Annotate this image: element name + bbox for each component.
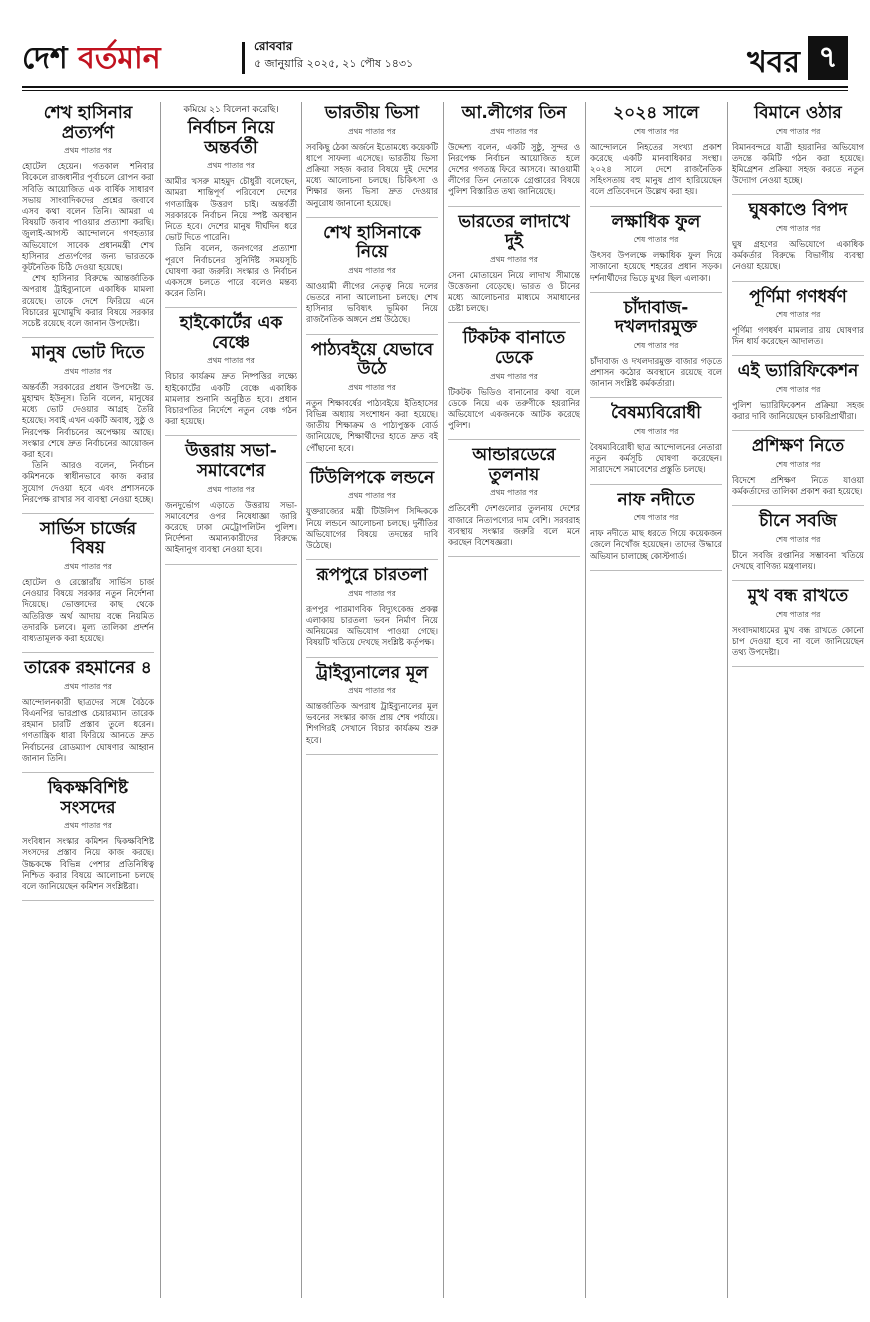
article-separator: [590, 484, 722, 485]
article-separator: [732, 355, 864, 356]
article-separator: [732, 281, 864, 282]
article: [448, 446, 580, 548]
article: [306, 224, 438, 326]
article-headline: বিমানে ওঠার: [754, 103, 842, 123]
article-paragraph: শেখ হাসিনার বিরুদ্ধে আন্তর্জাতিক অপরাধ ট্রাইব্যুনালে একাধিক মামলা রয়েছে। তাকে দেশে ফিরিয়ে এনে বিচারের মুখোমুখি করার বিষয়ে সরকার সচেষ্ট রয়েছে বলে জানান উপদেষ্টা।: [22, 273, 154, 328]
brand-prefix: দেশ: [22, 41, 68, 76]
masthead-rule-thin: [22, 90, 848, 91]
article-paragraph: হোটেল হেয়েন। গতকাল শনিবার বিকেলে রাজধানীর পূর্বাচলে রোপন করা সবিতি আয়োজিত এক বার্ষিক সাধারণ সভায় সাংবাদিকদের প্রশ্নের জবাবে এসব কথা বলেন তিনি। আমরা এ বিষয়টি জবাব পাওয়ার প্রত্যাশা করছি। জুলাই-আগস্ট আন্দোলনে গণহত্যার অভিযোগে সাবেক প্রধানমন্ত্রী শেখ হাসিনার প্রত্যর্পণের জন্য ভারতকে কূটনৈতিক চিঠি দেওয়া হয়েছে।: [22, 161, 154, 272]
article: [590, 404, 722, 475]
article-paragraph: রূপপুর পারমাণবিক বিদ্যুৎকেন্দ্র প্রকল্প এলাকায় চারতলা ভবন নির্মাণ নিয়ে অনিয়মের অভিযোগ পাওয়া গেছে। বিষয়টি খতিয়ে দেখছে সংশ্লিষ্ট কর্তৃপক্ষ।: [306, 603, 438, 648]
article-byline: প্রথম পাতার পর: [348, 491, 396, 501]
article-paragraph: পূর্ণিমা গণধর্ষণ মামলার রায় ঘোষণার দিন ধার্য করেছেন আদালত।: [732, 325, 864, 347]
article-separator: [22, 337, 154, 338]
article-separator: [732, 580, 864, 581]
article-byline: প্রথম পাতার পর: [490, 126, 538, 136]
article-paragraph: তিনি আরও বলেন, নির্বাচন কমিশনকে স্বাধীনভাবে কাজ করার সুযোগ দেওয়া হবে এবং প্রশাসনকে নিরপেক্ষ রাখার সব ব্যবস্থা নেওয়া হচ্ছে।: [22, 460, 154, 504]
article-byline: শেষ পাতার পর: [775, 459, 821, 469]
section-title: খবর: [747, 45, 800, 80]
article-headline: তারেক রহমানের ৪: [24, 658, 152, 679]
article: [732, 201, 864, 272]
article-headline: নির্বাচন নিয়ে অন্তর্বর্তী: [187, 118, 275, 158]
article-headline: সার্ভিস চার্জের বিষয়: [39, 518, 137, 559]
article: [22, 520, 154, 644]
article-separator: [590, 397, 722, 398]
column-divider: [301, 102, 302, 1298]
article-separator: [732, 194, 864, 195]
article-headline: মুখ বন্ধ রাখতে: [747, 586, 849, 607]
issue-info: [254, 38, 413, 72]
article-byline: শেষ পাতার পর: [775, 126, 821, 136]
article: [448, 329, 580, 431]
article: [306, 341, 438, 454]
article-headline: পাঠ্যবইয়ে যেভাবে উঠে: [310, 339, 434, 380]
article-separator: [732, 505, 864, 506]
article: [448, 104, 580, 198]
article: [22, 659, 154, 764]
issue-date: ৫ জানুয়ারি ২০২৫, ২১ পৌষ ১৪৩১: [254, 57, 414, 70]
article: [590, 299, 722, 390]
article-separator: [22, 513, 154, 514]
article-paragraph: সেনা মোতায়েন নিয়ে লাদাখ সীমান্তে উত্তেজনা বেড়েছে। ভারত ও চীনের মধ্যে আলোচনার মাধ্যমে সমাধানের চেষ্টা চলছে।: [448, 269, 580, 314]
article-headline: শেখ হাসিনাকে নিয়ে: [323, 222, 421, 263]
article-headline: পূর্ণিমা গণধর্ষণ: [749, 286, 847, 307]
article-paragraph: হোটেল ও রেস্তোরাঁয় সার্ভিস চার্জ নেওয়ার বিষয়ে সরকার নতুন নির্দেশনা দিয়েছে। ভোক্তাদের কাছ থেকে অতিরিক্ত অর্থ আদায় বন্ধে নিয়মিত তদারকি চলবে। মূল্য তালিকা প্রদর্শন বাধ্যতামূলক করা হয়েছে।: [22, 577, 154, 644]
article: [22, 779, 154, 892]
article: [732, 288, 864, 348]
article-separator: [732, 666, 864, 667]
article-separator: [165, 307, 297, 308]
article-paragraph: পুলিশ ভ্যারিফিকেশন প্রক্রিয়া সহজ করার দাবি জানিয়েছেন চাকরিপ্রার্থীরা।: [732, 400, 864, 422]
news-column: [448, 102, 580, 1298]
article-paragraph: আওয়ামী লীগের নেতৃত্ব নিয়ে দলের ভেতরে নানা আলোচনা চলছে। শেখ হাসিনার ভবিষ্যৎ ভূমিকা নিয়ে রাজনৈতিক অঙ্গনে প্রশ্ন উঠেছে।: [306, 280, 438, 325]
article: [448, 213, 580, 315]
article-byline: প্রথম পাতার পর: [207, 356, 255, 366]
article-headline: আ.লীগের তিন: [461, 103, 567, 123]
article-paragraph: বিচার কার্যক্রম দ্রুত নিষ্পত্তির লক্ষ্যে হাইকোর্টের একটি বেঞ্চে একাধিক মামলার শুনানি অনুষ্ঠিত হবে। প্রধান বিচারপতির নির্দেশে নতুন বেঞ্চ গঠন করা হয়েছে।: [165, 371, 297, 427]
news-column: [732, 102, 864, 1298]
column-divider: [727, 102, 728, 1298]
article-paragraph: নাফ নদীতে মাছ ধরতে গিয়ে কয়েকজন জেলে নিখোঁজ হয়েছেন। তাদের উদ্ধারে অভিযান চালাচ্ছে কোস্টগার্ড।: [590, 528, 722, 561]
article-paragraph: টিকটক ভিডিও বানানোর কথা বলে ডেকে নিয়ে এক তরুণীকে হয়রানির অভিযোগে একজনকে আটক করেছে পুলিশ।: [448, 386, 580, 431]
article-separator: [732, 430, 864, 431]
article-headline: ভারতের লাদাখে দুই: [458, 211, 570, 252]
article: [732, 587, 864, 658]
article-paragraph: আন্দোলনকারী ছাত্রদের সঙ্গে বৈঠকে বিএনপির ভারপ্রাপ্ত চেয়ারম্যান তারেক রহমান চারটি প্রস্তাব তুলে ধরেন। গণতান্ত্রিক ধারা ফিরিয়ে আনতে দ্রুত নির্বাচনের রোডম্যাপ ঘোষণার আহ্বান জানান তিনি।: [22, 696, 154, 763]
article-byline: প্রথম পাতার পর: [490, 488, 538, 498]
news-column: [306, 102, 438, 1298]
article-byline: প্রথম পাতার পর: [207, 484, 255, 494]
article-separator: [448, 439, 580, 440]
article-paragraph: উদ্দেশ্য বলেন, একটি সুষ্ঠু, সুন্দর ও নিরপেক্ষ নির্বাচন আয়োজিত হলে দেশের গণতন্ত্র ফিরে আসবে। আওয়ামী লীগের তিন নেতাকে গ্রেপ্তারের বিষয়ে পুলিশ বিস্তারিত তথ্য জানিয়েছে।: [448, 141, 580, 197]
article-byline: প্রথম পাতার পর: [348, 382, 396, 392]
article-paragraph: বৈষম্যবিরোধী ছাত্র আন্দোলনের নেতারা নতুন কর্মসূচি ঘোষণা করেছেন। সারাদেশে সমাবেশের প্রস্তুতি চলছে।: [590, 441, 722, 475]
masthead: [22, 36, 848, 82]
article-byline: শেষ পাতার পর: [633, 126, 679, 136]
article-byline: শেষ পাতার পর: [633, 426, 679, 436]
article-headline: বৈষম্যবিরোধী: [611, 403, 701, 424]
article: [22, 104, 154, 329]
article-headline: মানুষ ভোট দিতে: [31, 343, 145, 364]
article-headline: হাইকোর্টের এক বেঞ্চে: [179, 313, 283, 353]
article-paragraph: আন্তর্জাতিক অপরাধ ট্রাইব্যুনালের মূল ভবনের সংস্কার কাজ প্রায় শেষ পর্যায়ে। শিগগিরই সেখানে বিচার কার্যক্রম শুরু হবে।: [306, 701, 438, 745]
article-paragraph: চীনে সবজি রপ্তানির সম্ভাবনা খতিয়ে দেখছে বাণিজ্য মন্ত্রণালয়।: [732, 549, 864, 572]
article-separator: [306, 754, 438, 755]
article-paragraph: জনদুর্ভোগ এড়াতে উত্তরায় সভা-সমাবেশের ওপর নিষেধাজ্ঞা জারি করেছে ঢাকা মেট্রোপলিটন পুলিশ। নির্দেশনা অমান্যকারীদের বিরুদ্ধে আইনানুগ ব্যবস্থা নেওয়া হবে।: [165, 499, 297, 555]
article-paragraph: ঘুষ গ্রহণের অভিযোগে একাধিক কর্মকর্তার বিরুদ্ধে বিভাগীয় ব্যবস্থা নেওয়া হয়েছে।: [732, 238, 864, 272]
article: [306, 566, 438, 648]
article-headline: নাফ নদীতে: [617, 489, 695, 510]
article-byline: প্রথম পাতার পর: [348, 588, 396, 598]
article-separator: [448, 556, 580, 557]
article-headline: টিউলিপকে লন্ডনে: [309, 467, 435, 488]
article-paragraph: আমীর খসরু মাহমুদ চৌধুরী বলেছেন, আমরা শান্তিপূর্ণ পরিবেশে দেশের গণতান্ত্রিক উত্তরণ চাই। অন্তর্বর্তী সরকারকে নির্বাচন নিয়ে স্পষ্ট অবস্থান নিতে হবে। দেশের মানুষ দীর্ঘদিন ধরে ভোট দিতে পারেনি।: [165, 176, 297, 243]
article-byline: শেষ পাতার পর: [633, 235, 679, 245]
article-byline: শেষ পাতার পর: [775, 223, 821, 233]
article: [590, 491, 722, 562]
article-headline: এই ভ্যারিফিকেশন: [737, 361, 859, 382]
article-headline: চাঁদাবাজ-দখলদারমুক্ত: [615, 297, 697, 338]
article-separator: [306, 657, 438, 658]
news-column: [22, 102, 154, 1298]
article: [22, 344, 154, 505]
article-paragraph: সবকিছু ঠেকা অর্জনে ইতোমধ্যে কয়েকটি ধাপে সাফল্য এসেছে। ভারতীয় ভিসা প্রক্রিয়া সহজ করার বিষয়ে দুই দেশের মধ্যে আলোচনা চলছে। চিকিৎসা ও শিক্ষার জন্য ভিসা দ্রুত দেওয়ার অনুরোধ জানানো হয়েছে।: [306, 141, 438, 208]
article-byline: শেষ পাতার পর: [633, 513, 679, 523]
article-separator: [448, 322, 580, 323]
article-separator: [306, 559, 438, 560]
article: [732, 437, 864, 497]
article-byline: শেষ পাতার পর: [775, 385, 821, 395]
article-separator: [165, 564, 297, 565]
article-paragraph: চাঁদাবাজ ও দখলদারমুক্ত বাজার গড়তে প্রশাসন কঠোর অবস্থানে রয়েছে বলে জানান সংশ্লিষ্ট কর্মকর্তারা।: [590, 355, 722, 389]
page-number: ৭: [808, 36, 848, 80]
article-headline: প্রশিক্ষণ নিতে: [751, 436, 845, 457]
article-byline: শেষ পাতার পর: [775, 609, 821, 619]
article: [732, 362, 864, 422]
masthead-divider: [242, 42, 245, 74]
article-headline: রূপপুরে চারতলা: [316, 565, 428, 586]
article-kicker: কমিয়ে ২১ বিলেনা করেছি।: [183, 105, 279, 115]
column-divider: [443, 102, 444, 1298]
issue-day: রোববার: [254, 39, 293, 53]
article-separator: [590, 206, 722, 207]
article-separator: [306, 462, 438, 463]
article-paragraph: যুক্তরাজ্যের মন্ত্রী টিউলিপ সিদ্দিককে নিয়ে লন্ডনে আলোচনা চলছে। দুর্নীতির অভিযোগের বিষয়ে তদন্তের দাবি উঠেছে।: [306, 506, 438, 550]
article-byline: প্রথম পাতার পর: [348, 126, 396, 136]
article-paragraph: বিমানবন্দরে যাত্রী হয়রানির অভিযোগ তদন্তে কমিটি গঠন করা হয়েছে। ইমিগ্রেশন প্রক্রিয়া সহজ করতে নতুন উদ্যোগ নেওয়া হচ্ছে।: [732, 141, 864, 186]
article: [590, 213, 722, 284]
article-byline: প্রথম পাতার পর: [64, 562, 112, 572]
newspaper-logo: [22, 34, 161, 85]
article: [590, 104, 722, 198]
article-separator: [22, 652, 154, 653]
article-headline: টিকটক বানাতে ডেকে: [462, 328, 566, 369]
article-separator: [306, 217, 438, 218]
article-paragraph: আন্দোলনে নিহতের সংখ্যা প্রকাশ করেছে একটি মানবাধিকার সংস্থা। ২০২৪ সালে দেশে রাজনৈতিক সহিংসতায় বহু মানুষ প্রাণ হারিয়েছেন বলে প্রতিবেদনে উল্লেখ করা হয়।: [590, 141, 722, 197]
article-byline: প্রথম পাতার পর: [64, 146, 112, 156]
article-paragraph: বিদেশে প্রশিক্ষণ নিতে যাওয়া কর্মকর্তাদের তালিকা প্রকাশ করা হয়েছে।: [732, 474, 864, 497]
article-headline: ট্রাইব্যুনালের মূল: [315, 662, 429, 683]
article-byline: প্রথম পাতার পর: [64, 821, 112, 831]
article-separator: [448, 206, 580, 207]
article-byline: প্রথম পাতার পর: [348, 686, 396, 696]
article: [732, 104, 864, 186]
article-paragraph: অন্তর্বর্তী সরকারের প্রধান উপদেষ্টা ড. মুহাম্মদ ইউনূস। তিনি বলেন, মানুষের মধ্যে ভোট দেওয়ার আগ্রহ তৈরি হয়েছে। সবাই এখন একটি অবাধ, সুষ্ঠু ও নিরপেক্ষ নির্বাচনের অপেক্ষায় আছে। সংস্কার শেষে দ্রুত নির্বাচনের আয়োজন করা হবে।: [22, 381, 154, 459]
article-byline: প্রথম পাতার পর: [64, 681, 112, 691]
article-byline: শেষ পাতার পর: [775, 534, 821, 544]
article-headline: ২০২৪ সালে: [613, 103, 699, 123]
article-headline: আন্ডারডেরে তুলনায়: [472, 445, 556, 485]
article-paragraph: নতুন শিক্ষাবর্ষের পাঠ্যবইয়ে ইতিহাসের বিভিন্ন অধ্যায় সংশোধন করা হয়েছে। জাতীয় শিক্ষাক্রম ও পাঠ্যপুস্তক বোর্ড জানিয়েছে, শিক্ষার্থীদের হাতে দ্রুত বই পৌঁছানো হবে।: [306, 397, 438, 453]
column-divider: [585, 102, 586, 1298]
article: [306, 104, 438, 209]
article-headline: চীনে সবজি: [759, 511, 837, 532]
article-separator: [165, 435, 297, 436]
article-separator: [590, 292, 722, 293]
article-headline: উত্তরায় সভা-সমাবেশের: [185, 441, 277, 481]
brand-main: বর্তমান: [78, 41, 161, 76]
article-byline: প্রথম পাতার পর: [64, 366, 112, 376]
article-byline: প্রথম পাতার পর: [348, 265, 396, 275]
article-headline: লক্ষাধিক ফুল: [611, 211, 701, 232]
article-paragraph: উৎসব উপলক্ষে লক্ষাধিক ফুল দিয়ে সাজানো হয়েছে শহরের প্রধান সড়ক। দর্শনার্থীদের ভিড়ে মুখর ছিল এলাকা।: [590, 250, 722, 283]
article-paragraph: সংবিধান সংস্কার কমিশন দ্বিকক্ষবিশিষ্ট সংসদের প্রস্তাব নিয়ে কাজ করছে। উচ্চকক্ষে বিভিন্ন পেশার প্রতিনিধিত্ব নিশ্চিত করার বিষয়ে আলোচনা চলছে বলে জানিয়েছেন কমিশন সংশ্লিষ্টরা।: [22, 836, 154, 891]
news-column: [590, 102, 722, 1298]
article-paragraph: প্রতিবেশী দেশগুলোর তুলনায় দেশের বাজারে নিত্যপণ্যের দাম বেশি। সরবরাহ ব্যবস্থায় সংস্কার জরুরি বলে মনে করছেন বিশেষজ্ঞরা।: [448, 503, 580, 548]
article-separator: [590, 570, 722, 571]
article-paragraph: তিনি বলেন, জনগণের প্রত্যাশা পূরণে নির্বাচনের সুনির্দিষ্ট সময়সূচি ঘোষণা করা জরুরি। সংস্কার ও নির্বাচন একসঙ্গে চলতে পারে বলেও মন্তব্য করেন তিনি।: [165, 243, 297, 299]
article-byline: শেষ পাতার পর: [633, 340, 679, 350]
article-separator: [306, 334, 438, 335]
article-separator: [22, 772, 154, 773]
article: [732, 512, 864, 572]
article-separator: [22, 900, 154, 901]
article-paragraph: সংবাদমাধ্যমের মুখ বন্ধ রাখতে কোনো চাপ দেওয়া হবে না বলে জানিয়েছেন তথ্য উপদেষ্টা।: [732, 624, 864, 658]
article-byline: শেষ পাতার পর: [775, 310, 821, 320]
article: [165, 314, 297, 427]
article-headline: ভারতীয় ভিসা: [324, 103, 420, 123]
article-headline: দ্বিকক্ষবিশিষ্ট সংসদের: [47, 778, 129, 818]
article: [306, 664, 438, 746]
article-headline: শেখ হাসিনার প্রত্যর্পণ: [43, 103, 133, 143]
article-byline: প্রথম পাতার পর: [207, 161, 255, 171]
article: [165, 102, 297, 299]
article-headline: ঘুষকাণ্ডে বিপদ: [748, 200, 848, 221]
news-column: [165, 102, 297, 1298]
masthead-rule: [22, 86, 848, 88]
article-byline: প্রথম পাতার পর: [490, 254, 538, 264]
article: [165, 442, 297, 555]
article-byline: প্রথম পাতার পর: [490, 371, 538, 381]
article: [306, 469, 438, 551]
column-divider: [160, 102, 161, 1298]
